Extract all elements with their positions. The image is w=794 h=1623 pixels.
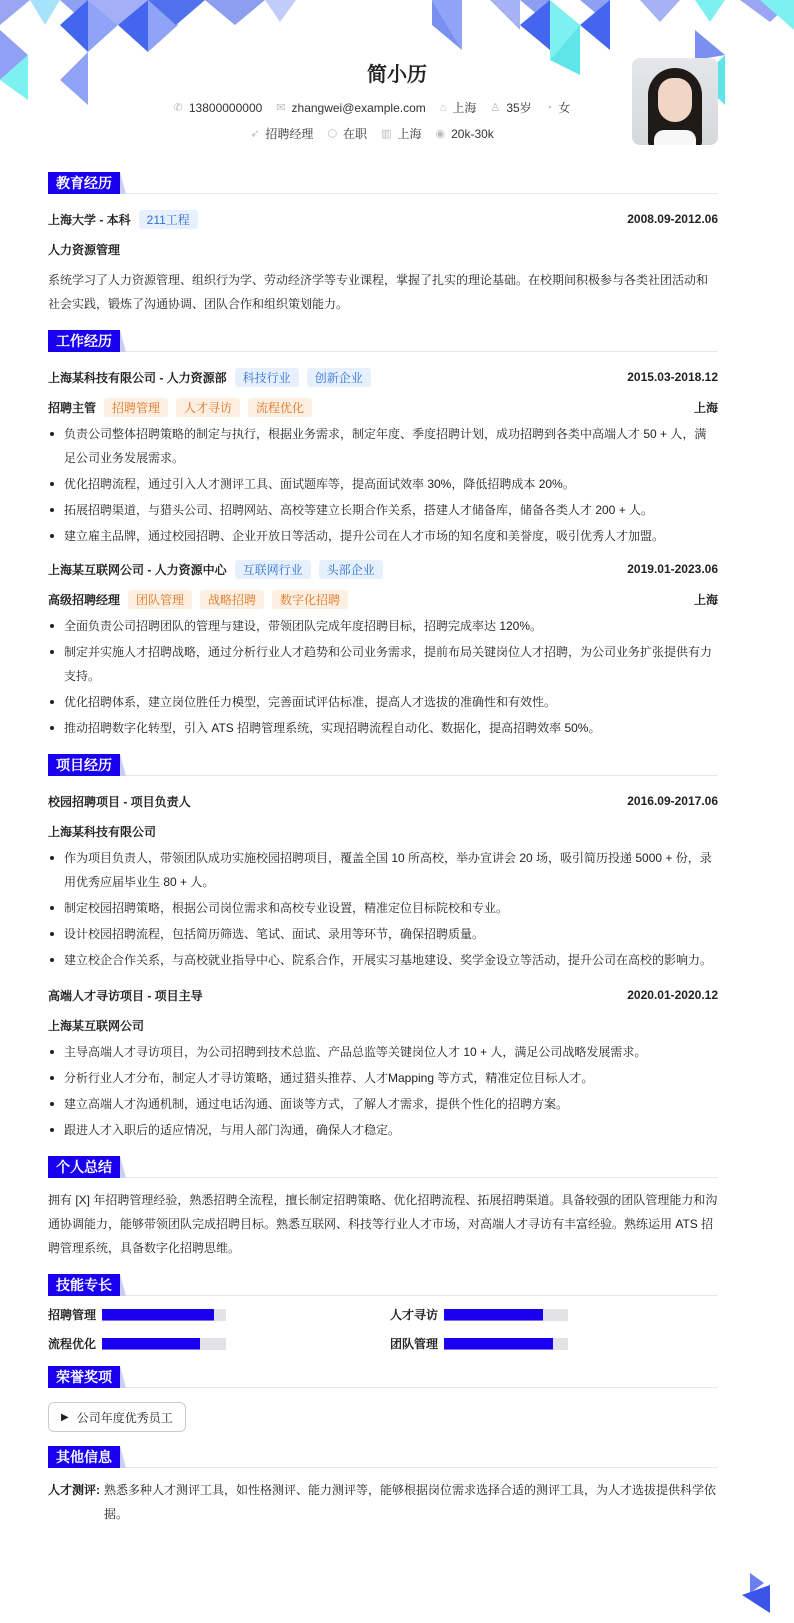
skill-item: 团队管理 [390, 1335, 718, 1352]
industry-tag: 科技行业 [235, 368, 299, 387]
project-date: 2016.09-2017.06 [627, 794, 718, 808]
award-item: ▶ 公司年度优秀员工 [48, 1402, 186, 1432]
section-summary-header: 个人总结 [48, 1156, 718, 1178]
company: 上海某互联网公司 - 人力资源中心 [48, 562, 227, 577]
project-entry [48, 980, 718, 1142]
target-city: 上海 [397, 127, 422, 141]
cake-icon: ♙ [490, 102, 501, 114]
skill-bar-fill [444, 1338, 553, 1350]
phone: 13800000000 [188, 100, 263, 115]
school: 上海大学 - 本科 [48, 212, 131, 227]
industry-tag: 创新企业 [307, 368, 371, 387]
salary: 20k-30k [451, 126, 494, 141]
school-tag: 211工程 [139, 210, 198, 229]
bullet-item: 拓展招聘渠道，与猎头公司、招聘网站、高校等建立长期合作关系，搭建人才储备库，储备各类人才 200 + 人。 [48, 498, 718, 522]
skill-tag: 数字化招聘 [272, 590, 348, 609]
project-date: 2020.01-2020.12 [627, 988, 718, 1002]
resume-body [48, 172, 718, 1526]
skill-bar [444, 1309, 568, 1321]
section-education-header: 教育经历 [48, 172, 718, 194]
bullet-item: 负责公司整体招聘策略的制定与执行，根据业务需求，制定年度、季度招聘计划，成功招聘到各类中高端人才 50 + 人，满足公司业务发展需求。 [48, 422, 718, 470]
section-other-header: 其他信息 [48, 1446, 718, 1468]
project-entry [48, 786, 718, 972]
corner-logo-icon [740, 1573, 776, 1613]
other-info-item: 人才测评: 熟悉多种人才测评工具，如性格测评、能力测评等，能够根据岗位需求选择合适的测评工具，为人才选拔提供科学依据。 [48, 1483, 717, 1521]
building-icon: ▥ [381, 128, 392, 140]
major: 人力资源管理 [48, 242, 121, 257]
skill-item: 招聘管理 [48, 1306, 390, 1323]
skill-bar [444, 1338, 568, 1350]
bullet-item: 主导高端人才寻访项目，为公司招聘到技术总监、产品总监等关键岗位人才 10 + 人，满足公司战略发展需求。 [48, 1040, 718, 1064]
section-skills-header: 技能专长 [48, 1274, 718, 1296]
send-icon: ➶ [250, 128, 260, 140]
skill-tag: 团队管理 [128, 590, 192, 609]
skill-bar-fill [102, 1309, 214, 1321]
edu-date: 2008.09-2012.06 [627, 212, 718, 226]
work-date: 2015.03-2018.12 [627, 370, 718, 384]
bullet-item: 设计校园招聘流程，包括简历筛选、笔试、面试、录用等环节，确保招聘质量。 [48, 922, 718, 946]
job-status: 在职 [343, 127, 368, 141]
work-city: 上海 [693, 592, 718, 607]
skill-bar [102, 1338, 226, 1350]
bullet-item: 制定并实施人才招聘战略，通过分析行业人才趋势和公司业务需求，提前布局关键岗位人才招聘，为公司业务扩张提供有力支持。 [48, 640, 718, 688]
bullet-item: 优化招聘体系，建立岗位胜任力模型，完善面试评估标准，提高人才选拔的准确性和有效性。 [48, 690, 718, 714]
section-awards-header: 荣誉奖项 [48, 1366, 718, 1388]
bullet-item: 优化招聘流程，通过引入人才测评工具、面试题库等，提高面试效率 30%，降低招聘成本 20%。 [48, 472, 718, 496]
bullet-item: 分析行业人才分布，制定人才寻访策略，通过猎头推荐、人才Mapping 等方式，精准定位目标人才。 [48, 1066, 718, 1090]
work-date: 2019.01-2023.06 [627, 562, 718, 576]
location: 上海 [452, 101, 477, 115]
work-city: 上海 [693, 400, 718, 415]
triangle-right-icon: ▶ [61, 1411, 69, 1423]
bullet-item: 全面负责公司招聘团队的管理与建设，带领团队完成年度招聘目标，招聘完成率达 120%。 [48, 614, 718, 638]
bullet-item: 建立雇主品牌，通过校园招聘、企业开放日等活动，提升公司在人才市场的知名度和美誉度，吸引优秀人才加盟。 [48, 524, 718, 548]
role: 招聘主管 [48, 400, 97, 415]
skill-bar [102, 1309, 226, 1321]
candidate-name: 简小历 [367, 64, 427, 86]
skill-tag: 流程优化 [248, 398, 312, 417]
work-entry [48, 362, 718, 548]
bullet-item: 建立高端人才沟通机制，通过电话沟通、面谈等方式，了解人才需求，提供个性化的招聘方案。 [48, 1092, 718, 1116]
gender-icon: ◔ [545, 101, 553, 114]
skill-tag: 战略招聘 [200, 590, 264, 609]
avatar-photo [632, 58, 718, 145]
skill-bar-fill [102, 1338, 200, 1350]
bullet-item: 制定校园招聘策略，根据公司岗位需求和高校专业设置，精准定位目标院校和专业。 [48, 896, 718, 920]
bullet-item: 推动招聘数字化转型，引入 ATS 招聘管理系统，实现招聘流程自动化、数据化，提高招聘效率 50%。 [48, 716, 718, 740]
skill-item: 流程优化 [48, 1335, 390, 1352]
industry-tag: 互联网行业 [235, 560, 311, 579]
project-name: 校园招聘项目 - 项目负责人 [48, 794, 191, 809]
bullet-item: 作为项目负责人，带领团队成功实施校园招聘项目，覆盖全国 10 所高校，举办宣讲会 20 场，吸引简历投递 5000 + 份，录用优秀应届毕业生 80 + 人。 [48, 846, 718, 894]
email-icon: ✉ [276, 102, 286, 114]
project-org: 上海某科技有限公司 [48, 824, 157, 839]
industry-tag: 头部企业 [319, 560, 383, 579]
company: 上海某科技有限公司 - 人力资源部 [48, 370, 227, 385]
salary-icon: ◉ [435, 128, 446, 140]
skill-tag: 人才寻访 [176, 398, 240, 417]
phone-icon: ✆ [173, 102, 183, 114]
project-name: 高端人才寻访项目 - 项目主导 [48, 988, 203, 1003]
role: 高级招聘经理 [48, 592, 121, 607]
gender: 女 [558, 101, 571, 115]
project-org: 上海某互联网公司 [48, 1018, 145, 1033]
bullet-item: 建立校企合作关系，与高校就业指导中心、院系合作，开展实习基地建设、奖学金设立等活动，提升公司在高校的影响力。 [48, 948, 718, 972]
resume-header [0, 0, 794, 160]
email: zhangwei@example.com [291, 100, 426, 115]
section-projects-header: 项目经历 [48, 754, 718, 776]
skill-item: 人才寻访 [390, 1306, 718, 1323]
age: 35岁 [506, 101, 532, 115]
edu-desc: 系统学习了人力资源管理、组织行为学、劳动经济学等专业课程，掌握了扎实的理论基础。在校期间积极参与各类社团活动和社会实践，锻炼了沟通协调、团队合作和组织策划能力。 [48, 273, 709, 311]
bullet-item: 跟进人才入职后的适应情况，与用人部门沟通，确保人才稳定。 [48, 1118, 718, 1142]
skill-tag: 招聘管理 [104, 398, 168, 417]
section-work-header: 工作经历 [48, 330, 718, 352]
home-icon: ⌂ [439, 101, 447, 114]
skill-bar-fill [444, 1309, 543, 1321]
work-entry [48, 554, 718, 740]
summary-text: 拥有 [X] 年招聘管理经验，熟悉招聘全流程，擅长制定招聘策略、优化招聘流程、拓展招聘渠道。具备较强的团队管理能力和沟通协调能力，能够带领团队完成招聘目标。熟悉互联网、科技等行业人才市场，对高端人才寻访有丰富经验。熟练运用 ATS 招聘管理系统，具备数字化招聘思维。 [48, 1193, 718, 1255]
job-title: 招聘经理 [265, 127, 314, 141]
status-icon: ⬡ [327, 128, 338, 140]
